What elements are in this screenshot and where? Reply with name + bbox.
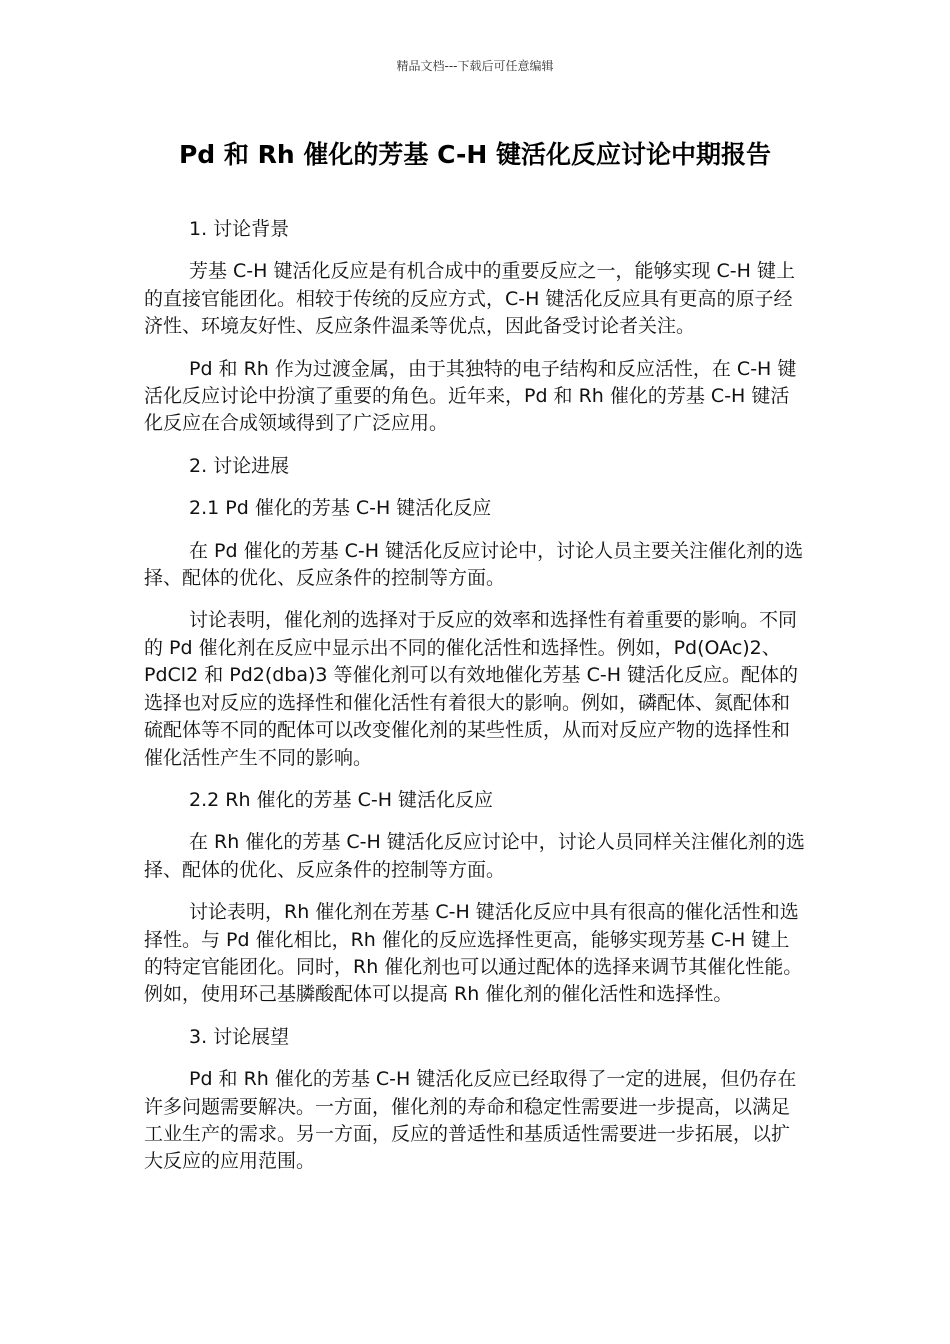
background-paragraph-1: 芳基 C-H 键活化反应是有机合成中的重要反应之一，能够实现 C-H 键上的直接官能团化。相较于传统的反应方式，C-H 键活化反应具有更高的原子经济性、环境友好性、反应条件温柔等优点，因此备受讨论者关注。 (144, 260, 795, 338)
subsection-heading-pd: 2.1 Pd 催化的芳基 C-H 键活化反应 (189, 497, 492, 520)
background-paragraph-2: Pd 和 Rh 作为过渡金属，由于其独特的电子结构和反应活性，在 C-H 键活化反应讨论中扮演了重要的角色。近年来，Pd 和 Rh 催化的芳基 C-H 键活化反应在合成领域得到了广泛应用。 (144, 357, 797, 435)
pd-paragraph-2: 讨论表明，催化剂的选择对于反应的效率和选择性有着重要的影响。不同的 Pd 催化剂在反应中显示出不同的催化活性和选择性。例如，Pd(OAc)2、PdCl2 和 Pd2(dba)3 等催化剂可以有效地催化芳基 C-H 键活化反应。配体的选择也对反应的选择性和催化活性有着很大的影响。例如，磷配体、氮配体和硫配体等不同的配体可以改变催化剂的某些性质，从而对反应产物的选择性和催化活性产生不同的影响。 (144, 609, 799, 769)
section-heading-background: 1. 讨论背景 (189, 218, 290, 240)
subsection-heading-rh: 2.2 Rh 催化的芳基 C-H 键活化反应 (189, 788, 494, 811)
rh-paragraph-1: 在 Rh 催化的芳基 C-H 键活化反应讨论中，讨论人员同样关注催化剂的选择、配体的优化、反应条件的控制等方面。 (144, 831, 805, 881)
rh-paragraph-2: 讨论表明，Rh 催化剂在芳基 C-H 键活化反应中具有很高的催化活性和选择性。与 Pd 催化相比，Rh 催化的反应选择性更高，能够实现芳基 C-H 键上的特定官能团化。同时，Rh 催化剂也可以通过配体的选择来调节其催化性能。例如，使用环己基膦酸配体可以提高 Rh 催化剂的催化活性和选择性。 (144, 901, 803, 1006)
section-heading-progress: 2. 讨论进展 (189, 454, 290, 477)
document-title: Pd 和 Rh 催化的芳基 C-H 键活化反应讨论中期报告 (178, 140, 771, 169)
running-header: 精品文档---下载后可任意编辑 (396, 59, 554, 73)
document-body (144, 216, 808, 1191)
outlook-paragraph-1: Pd 和 Rh 催化的芳基 C-H 键活化反应已经取得了一定的进展，但仍存在许多问题需要解决。一方面，催化剂的寿命和稳定性需要进一步提高，以满足工业生产的需求。另一方面，反应的普适性和基质适性需要进一步拓展，以扩大反应的应用范围。 (144, 1068, 797, 1173)
pd-paragraph-1: 在 Pd 催化的芳基 C-H 键活化反应讨论中，讨论人员主要关注催化剂的选择、配体的优化、反应条件的控制等方面。 (144, 539, 804, 590)
section-heading-outlook: 3. 讨论展望 (189, 1025, 290, 1048)
